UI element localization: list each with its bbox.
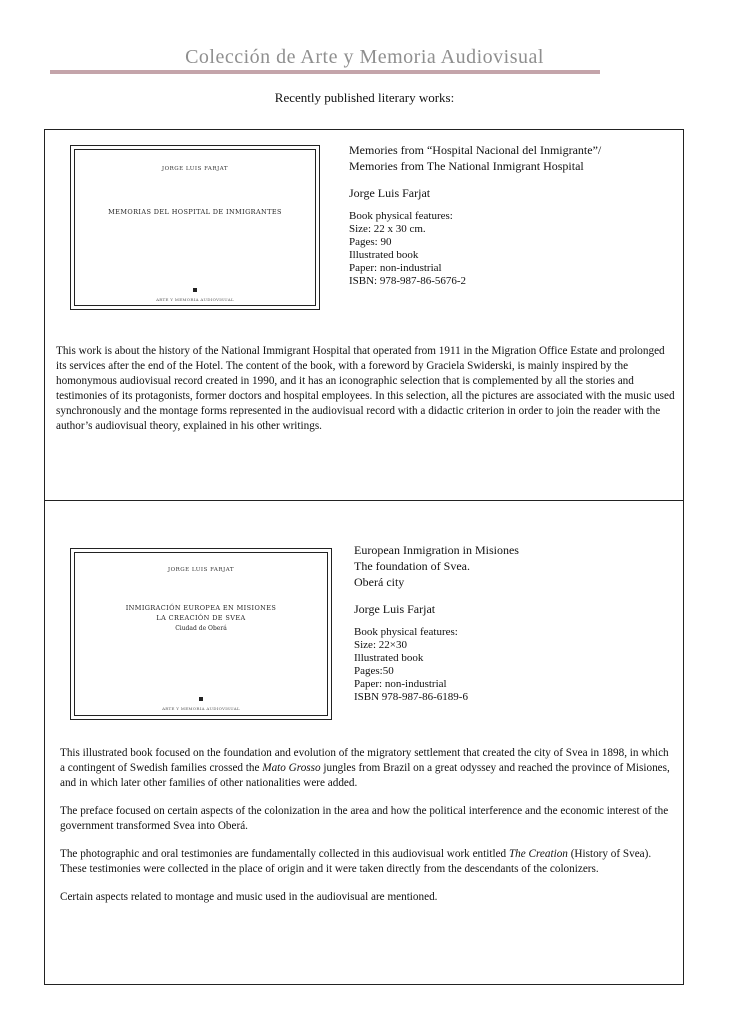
book1-isbn: ISBN: 978-987-86-5676-2 [349,275,467,287]
book2-author: Jorge Luis Farjat [354,602,436,616]
book2-title-line1: European Inmigration in Misiones [354,543,519,557]
book2-illustrated: Illustrated book [354,652,424,664]
book1-cover-image [70,145,320,310]
book2-paper: Paper: non-industrial [354,678,447,690]
book1-illustrated: Illustrated book [349,249,419,261]
book1-pages: Pages: 90 [349,236,392,248]
book1-author: Jorge Luis Farjat [349,186,431,200]
publisher-logo-icon [199,697,203,701]
cover-border [74,149,316,306]
book2-paragraph-2: The preface focused on certain aspects of the colonization in the area and how the political interference and the economic interest of the government transformed Svea into Oberá. [60,805,669,832]
book2-title-line2: The foundation of Svea. [354,559,470,573]
cover-title-line2: LA CREACIÓN DE SVEA [156,614,246,622]
book2-paragraph-4: Certain aspects related to montage and music used in the audiovisual are mentioned. [60,891,438,903]
section-divider [44,500,684,501]
cover-subtitle: Ciudad de Oberá [175,625,227,632]
book2-pages: Pages:50 [354,665,394,677]
book1-description-paragraph: This work is about the history of the National Immigrant Hospital that operated from 1911 in the Migration Office Estate and prolonged its services after the end of the Hotel. The content of the book, with a foreword by Graciela Swiderski, is mainly inspired by the homonymous audiovisual record created in 1990, and it has an iconographic selection that is complemented by all the stories and testimonies of its protagonists, former doctors and hospital employees. In this selection, all the pictures are associated with the music used synchronously and the montage forms represented in the audiovisual record with a didactic criterion in order to join the reader with the author’s audiovisual theory, explained in his other writings. [56,345,675,432]
book1-description [56,344,676,447]
cover-author: JORGE LUIS FARJAT [167,567,235,573]
book2-title-line3: Oberá city [354,575,405,589]
book2-size: Size: 22×30 [354,639,407,651]
header-rule [50,70,600,74]
book2-features-heading: Book physical features: [354,626,458,638]
cover-publisher: ARTE Y MEMORIA AUDIOVISUAL [162,706,240,711]
book1-features-heading: Book physical features: [349,210,453,222]
book2-isbn: ISBN 978-987-86-6189-6 [354,691,468,703]
collection-title: Colección de Arte y Memoria Audiovisual [185,46,544,68]
intro-text: Recently published literary works: [274,90,455,105]
book1-title-line2: Memories from The National Inmigrant Hospital [349,159,584,173]
book2-details [354,542,674,704]
cover-border [74,552,328,716]
book2-description [60,746,676,918]
cover-title-line1: INMIGRACIÓN EUROPEA EN MISIONES [125,604,277,612]
cover-author: JORGE LUIS FARJAT [161,166,229,172]
publisher-logo-icon [193,288,197,292]
book2-cover-image [70,548,332,720]
cover-publisher: ARTE Y MEMORIA AUDIOVISUAL [156,297,234,302]
book1-title-line1: Memories from “Hospital Nacional del Inmigrante”/ [349,143,602,157]
book1-details [349,142,679,288]
book1-size: Size: 22 x 30 cm. [349,223,426,235]
book2-paragraph-3: The photographic and oral testimonies are fundamentally collected in this audiovisual work entitled The Creation (History of Svea). These testimonies were collected in the place of origin and it were taken directly from the descendants of the colonizers. [60,848,652,875]
cover-title: MEMORIAS DEL HOSPITAL DE INMIGRANTES [108,208,282,216]
book1-paper: Paper: non-industrial [349,262,442,274]
book2-paragraph-1: This illustrated book focused on the foundation and evolution of the migratory settlement that created the city of Svea in 1898, in which a contingent of Swedish families crossed the Mato Grosso jungles from Brazil on a great odyssey and reached the province of Misiones, and in which later other families of other nationalities were added. [60,747,670,789]
